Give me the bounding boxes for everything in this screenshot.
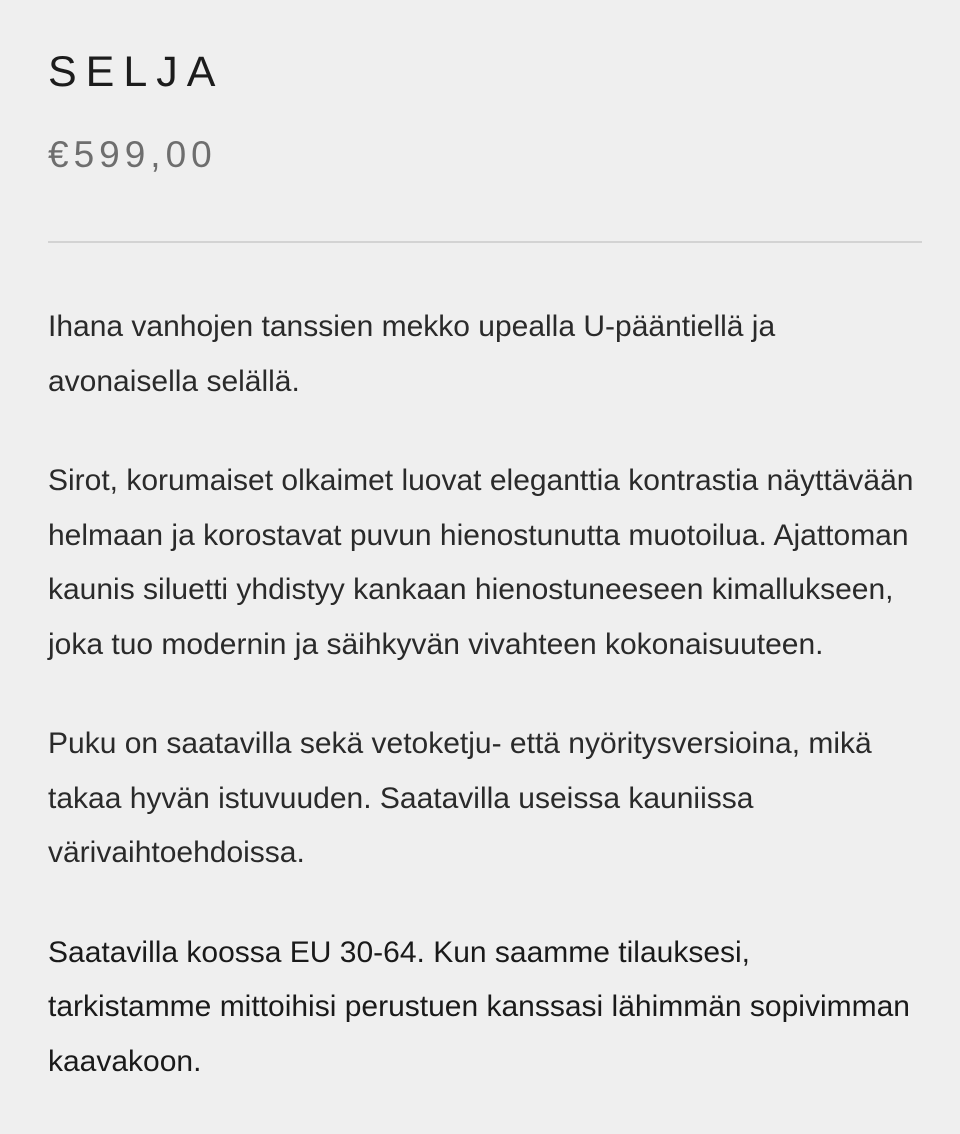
divider — [48, 241, 922, 243]
description-paragraph-4: Saatavilla koossa EU 30-64. Kun saamme tilauksesi, tarkistamme mittoihisi perustuen kanssasi lähimmän sopivimman kaavakoon. — [48, 935, 910, 1078]
product-description — [48, 300, 918, 1089]
description-paragraph-3: Puku on saatavilla sekä vetoketju- että nyöritysversioina, mikä takaa hyvän istuvuuden. Saatavilla useissa kauniissa värivaihtoehdoissa. — [48, 727, 872, 869]
product-price: €599,00 — [48, 134, 217, 175]
product-title: SELJA — [48, 48, 225, 96]
description-paragraph-1: Ihana vanhojen tanssien mekko upealla U-pääntiellä ja avonaisella selällä. — [48, 310, 776, 398]
description-paragraph-2: Sirot, korumaiset olkaimet luovat eleganttia kontrastia näyttävään helmaan ja korostavat puvun hienostunutta muotoilua. Ajattoman kaunis siluetti yhdistyy kankaan hienostuneeseen kimallukseen, joka tuo modernin ja säihkyvän vivahteen kokonaisuuteen. — [48, 464, 914, 661]
